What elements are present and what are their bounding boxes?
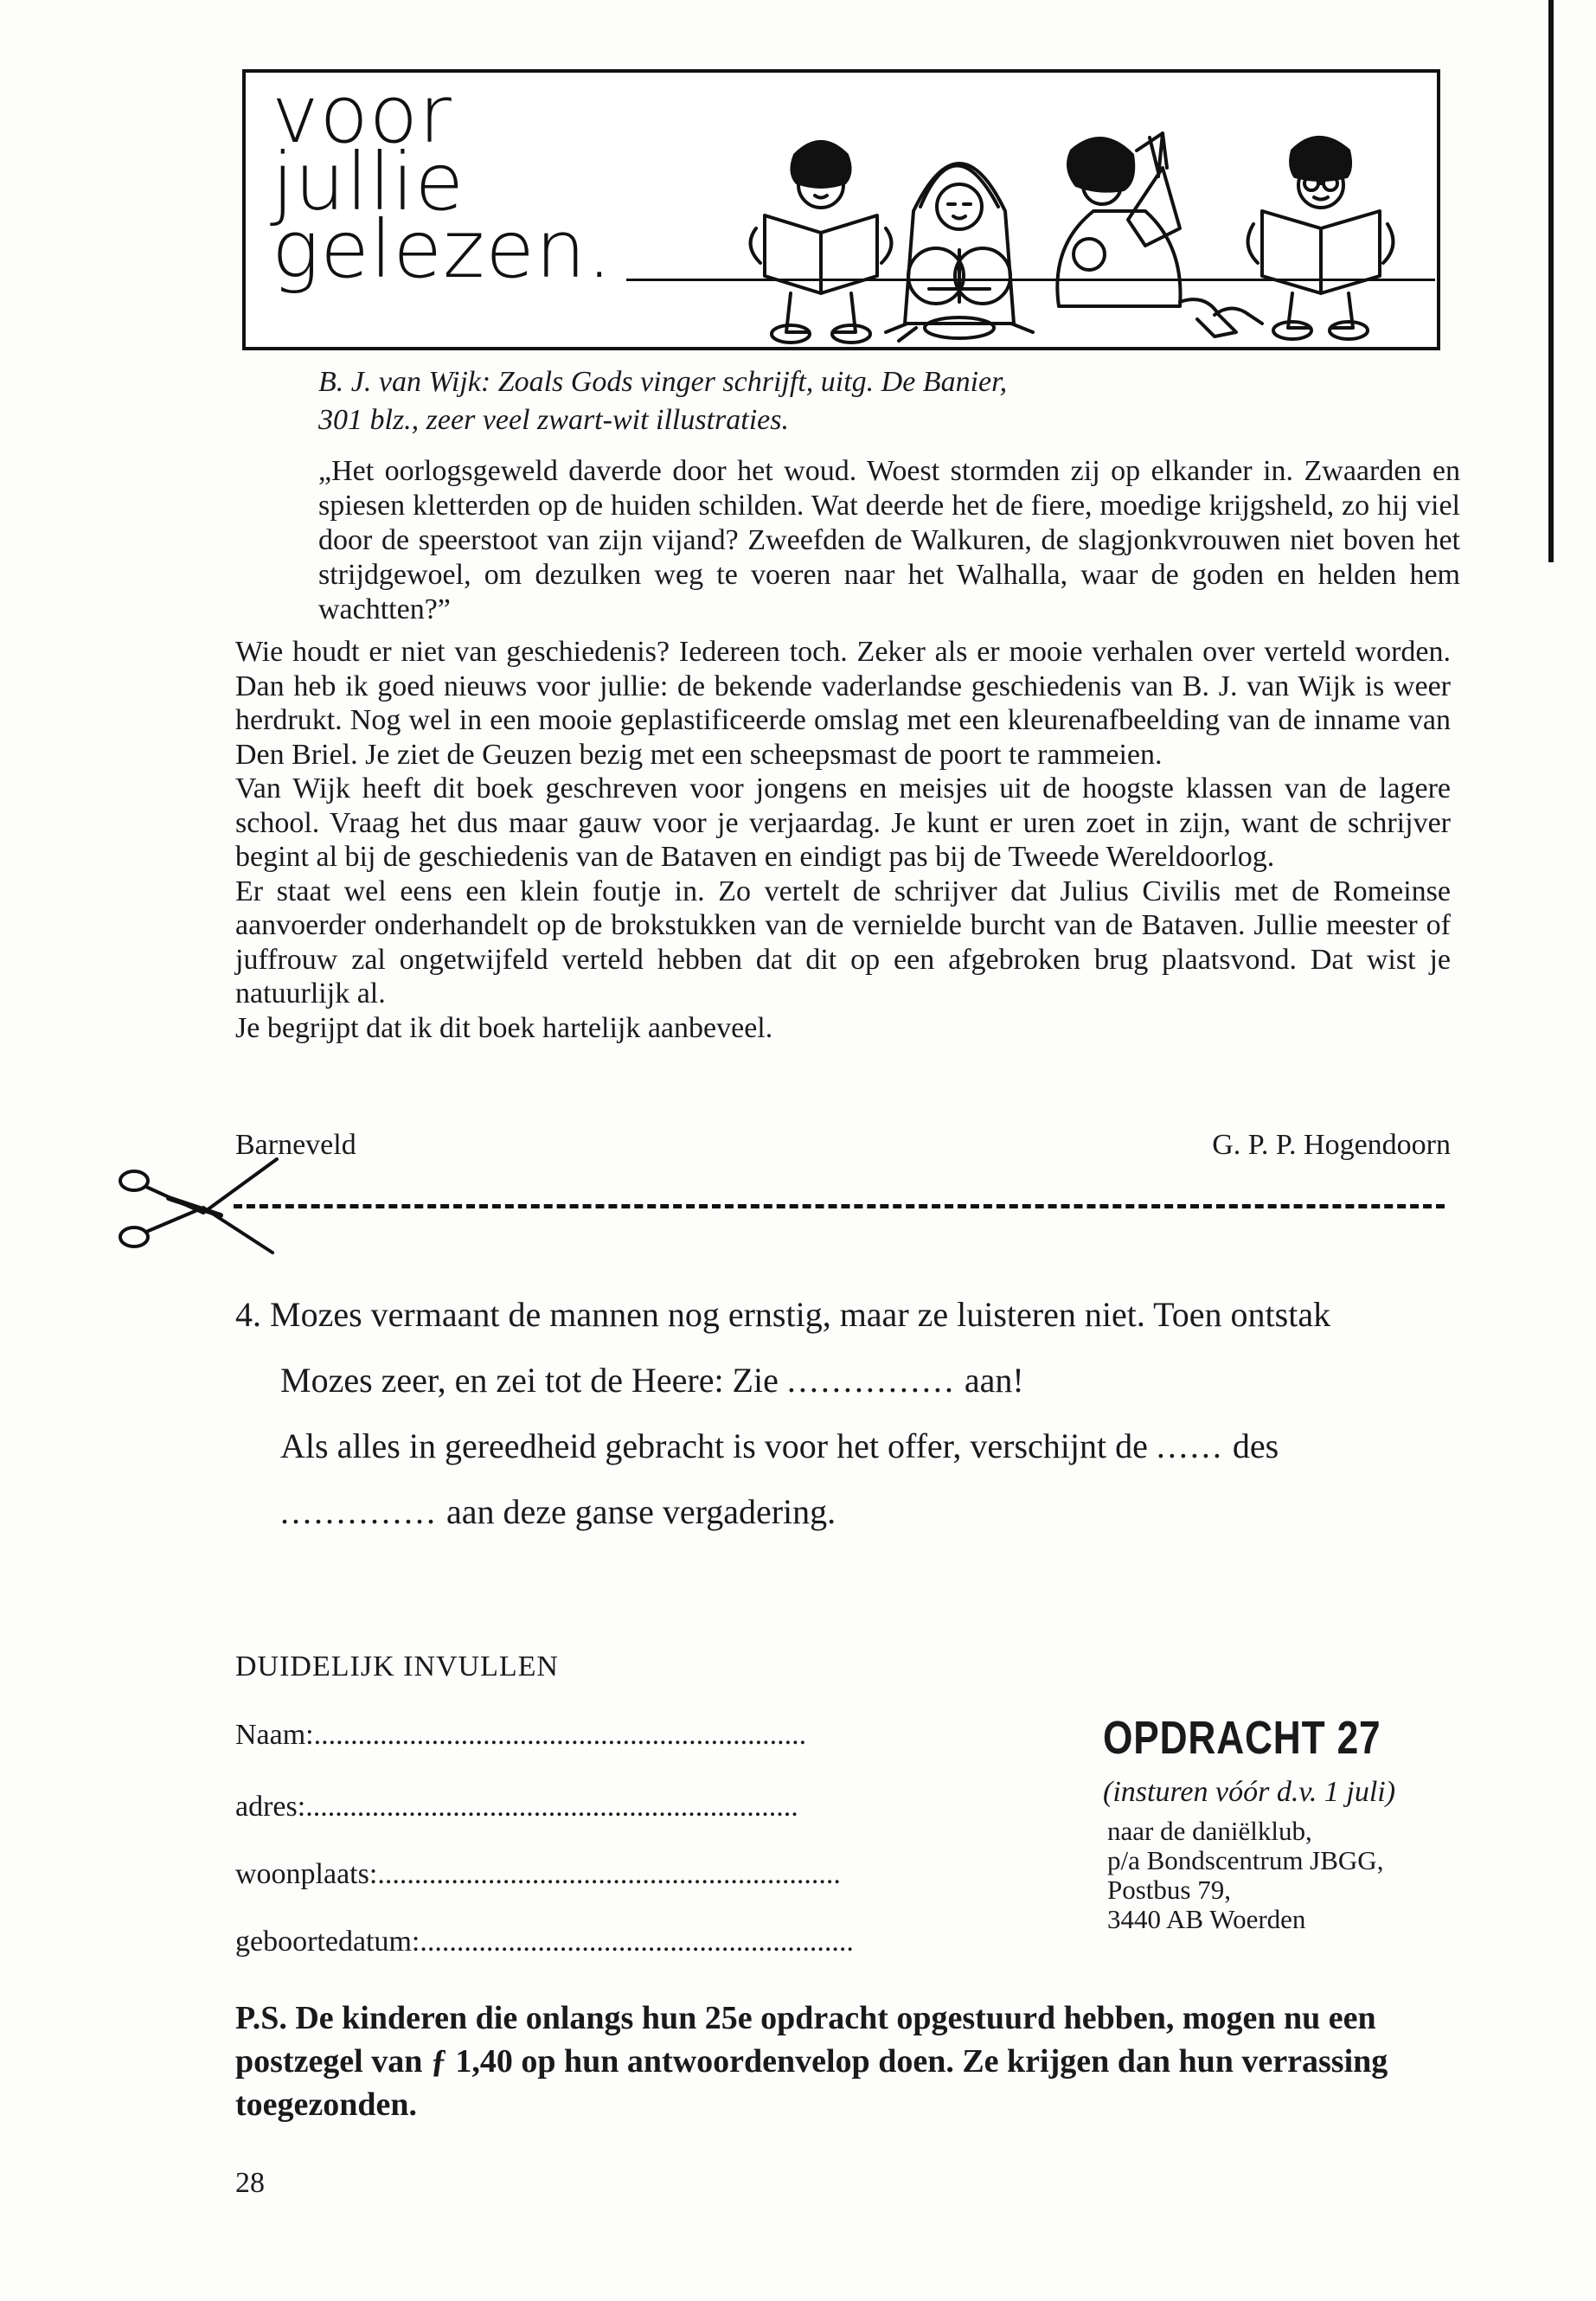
column-title <box>272 68 613 296</box>
book-citation <box>318 363 1460 439</box>
answer-blank[interactable]: .............. <box>280 1492 438 1531</box>
title-line-3: gelezen. <box>272 203 613 296</box>
question-text: Als alles in gereedheid gebracht is voor het offer, verschijnt de <box>280 1426 1148 1465</box>
field-label: adres: <box>235 1791 306 1823</box>
review-body <box>235 635 1451 1045</box>
field-dots[interactable]: ................................................................... <box>305 1791 798 1823</box>
reading-children-illustration <box>730 116 1422 345</box>
title-line-2: jullie <box>272 136 465 228</box>
scissors-icon <box>108 1150 281 1254</box>
birthdate-field[interactable] <box>235 1926 1066 1958</box>
page-edge-rule <box>1548 0 1554 562</box>
question-text: aan deze ganse vergadering. <box>446 1492 836 1531</box>
field-dots[interactable]: ............................................................... <box>377 1858 841 1890</box>
assignment-deadline: (insturen vóór d.v. 1 juli) <box>1103 1776 1396 1808</box>
book-citation-line-2: 301 blz., zeer veel zwart-wit illustraties. <box>318 404 789 436</box>
hooded-child-figure <box>886 163 1033 341</box>
address-line: p/a Bondscentrum JBGG, <box>1107 1845 1384 1875</box>
page-number: 28 <box>235 2167 265 2199</box>
question-text: Mozes vermaant de mannen nog ernstig, maar ze luisteren niet. Toen ontstak <box>270 1295 1331 1334</box>
address-line: naar de daniëlklub, <box>1107 1816 1312 1846</box>
column-header-box <box>242 69 1440 350</box>
field-label: geboortedatum: <box>235 1926 420 1958</box>
address-line: 3440 AB Woerden <box>1107 1904 1306 1934</box>
postscript-note: P.S. De kinderen die onlangs hun 25e opdracht opgestuurd hebben, mogen nu een postzegel van ƒ 1,40 op hun antwoordenvelop doen. Ze krijgen dan hun verrassing toegezonden. <box>235 2000 1388 2123</box>
address-field[interactable] <box>235 1791 1066 1823</box>
girl-reading-figure <box>1057 133 1262 336</box>
form-title: DUIDELIJK INVULLEN <box>235 1650 559 1682</box>
name-field[interactable] <box>235 1719 1066 1752</box>
review-paragraph: Wie houdt er niet van geschiedenis? Iedereen toch. Zeker als er mooie verhalen over verteld worden. Dan heb ik goed nieuws voor jullie: de bekende vaderlandse geschiedenis van B. J. van Wijk is weer herdrukt. Nog wel in een mooie geplastificeerde omslag met een kleurenafbeelding van de inname van Den Briel. Je ziet de Geuzen bezig met een scheepsmast de poort te rammeien. <box>235 636 1451 771</box>
field-dots[interactable]: ................................................................... <box>313 1719 807 1751</box>
question-text: aan! <box>964 1361 1024 1400</box>
question-line-1 <box>235 1282 1464 1348</box>
boy-reading-figure <box>751 142 892 343</box>
city-field[interactable] <box>235 1858 1066 1891</box>
title-line-1: voor <box>272 68 452 161</box>
cut-line <box>234 1204 1445 1208</box>
review-place: Barneveld <box>235 1129 356 1161</box>
question-text: Mozes zeer, en zei tot de Heere: Zie <box>280 1361 779 1400</box>
question-number: 4. <box>235 1295 261 1334</box>
question-4 <box>235 1282 1464 1545</box>
review-paragraph: Je begrijpt dat ik dit boek hartelijk aanbeveel. <box>235 1011 773 1044</box>
question-text: des <box>1232 1426 1279 1465</box>
glasses-boy-reading-figure <box>1248 138 1394 339</box>
review-author: G. P. P. Hogendoorn <box>1212 1129 1451 1161</box>
answer-blank[interactable]: ............... <box>786 1361 956 1400</box>
answer-blank[interactable]: ...... <box>1156 1426 1224 1465</box>
field-label: Naam: <box>235 1719 314 1751</box>
question-line-4 <box>235 1479 1464 1545</box>
question-line-2 <box>235 1348 1464 1413</box>
review-paragraph: Van Wijk heeft dit boek geschreven voor jongens en meisjes uit de hoogste klassen van de lagere school. Vraag het dus maar gauw voor je verjaardag. Je kunt er uren zoet in zijn, want de schrijver begint al bij de geschiedenis van de Bataven en eindigt pas bij de Tweede Wereldoorlog. <box>235 772 1451 873</box>
field-dots[interactable]: ........................................................... <box>420 1926 854 1958</box>
field-label: woonplaats: <box>235 1858 378 1890</box>
review-signature <box>235 1129 1451 1162</box>
review-paragraph: Er staat wel eens een klein foutje in. Zo vertelt de schrijver dat Julius Civilis met de Romeinse aanvoerder onderhandelt op de brokstukken van de vernielde burcht van de Bataven. Jullie meester of juffrouw zal ongetwijfeld verteld hebben dat dit op een afgebroken brug plaatsvond. Dat wist je natuurlijk al. <box>235 875 1451 1009</box>
question-line-3 <box>235 1413 1464 1479</box>
mailing-address <box>1107 1817 1383 1934</box>
assignment-title: OPDRACHT 27 <box>1103 1712 1381 1764</box>
address-line: Postbus 79, <box>1107 1875 1231 1905</box>
book-quote: „Het oorlogsgeweld daverde door het woud. Woest stormden zij op elkander in. Zwaarden en spiesen kletterden op de huiden schilden. Wat deerde het de fiere, moedige krijgsheld, zo hij viel door de speerstoot van zijn vijand? Zweefden de Walkuren, de slagjonkvrouwen niet boven het strijdgewoel, om dezulken weg te voeren naar het Walhalla, waar de goden en helden hem wachtten?” <box>318 455 1460 625</box>
book-citation-line-1: B. J. van Wijk: Zoals Gods vinger schrijft, uitg. De Banier, <box>318 366 1008 398</box>
